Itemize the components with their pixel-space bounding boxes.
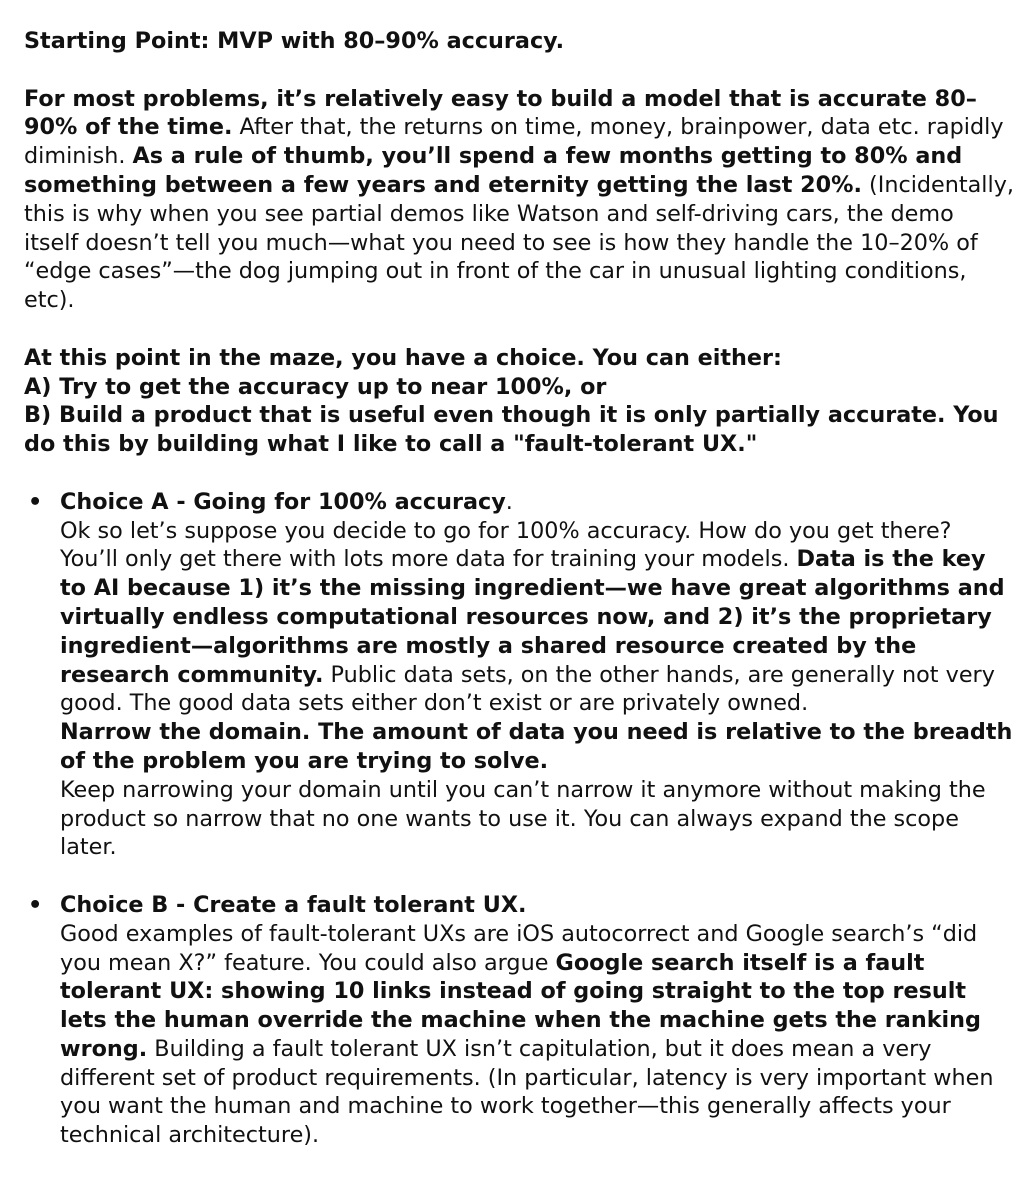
choice-a-narrow-heading: Narrow the domain. The amount of data you need is relative to the breadth of the problem you are trying to solve. bbox=[60, 719, 1013, 774]
spacer bbox=[24, 315, 1014, 344]
choice-intro-option-b: B) Build a product that is useful even though it is only partially accurate. You do this by building what I like to call a "fault-tolerant UX." bbox=[24, 402, 999, 458]
choice-b-title: Choice B - Create a fault tolerant UX. bbox=[60, 891, 527, 918]
text-run: After that, the returns on time, money, brainpower, data etc. rapidly diminish. bbox=[24, 114, 1004, 170]
text-run: Good examples of fault-tolerant UXs are iOS autocorrect and Google search’s “did you mean X?” feature. You could also argue bbox=[60, 920, 978, 976]
choice-b-item bbox=[24, 891, 1014, 1150]
intro-paragraph bbox=[24, 85, 1014, 315]
bold-text-run: For most problems, it’s relatively easy to build a model that is accurate 80–90% of the time. bbox=[24, 85, 977, 141]
choice-intro-line: At this point in the maze, you have a choice. You can either: bbox=[24, 344, 782, 371]
choice-a-item bbox=[24, 488, 1014, 862]
choice-b-body bbox=[60, 920, 1014, 1150]
bullet-icon: • bbox=[28, 488, 43, 515]
bold-text-run: As a rule of thumb, you’ll spend a few months getting to 80% and something between a few years and eternity getting the last 20%. bbox=[24, 143, 963, 198]
choice-a-body bbox=[60, 517, 1014, 719]
text-run: Public data sets, on the other hands, are generally not very good. The good data sets either don’t exist or are privately owned. bbox=[60, 661, 995, 717]
choice-a-narrow-body: Keep narrowing your domain until you can’t narrow it anymore without making the product so narrow that no one wants to use it. You can always expand the scope later. bbox=[60, 776, 986, 861]
text-run: (Incidentally, this is why when you see partial demos like Watson and self-driving cars, the demo itself doesn’t tell you much—what you need to see is how they handle the 10–20% of “edge cases”—the dog jumping out in front of the car in unusual lighting conditions, etc). bbox=[24, 171, 1014, 314]
bold-text-run: Google search itself is a fault tolerant UX: showing 10 links instead of going straight to the top result lets the human override the machine when the machine gets the ranking wrong. bbox=[60, 949, 982, 1062]
text-run: Building a fault tolerant UX isn’t capitulation, but it does mean a very different set of product requirements. (In particular, latency is very important when you want the human and machine to work together—this generally affects your technical architecture). bbox=[60, 1035, 994, 1149]
section-heading: Starting Point: MVP with 80–90% accuracy. bbox=[24, 28, 565, 54]
text-run: Ok so let’s suppose you decide to go for 100% accuracy. How do you get there? You’ll only get there with lots more data for training your models. bbox=[60, 517, 952, 573]
bold-text-run: Data is the key to AI because 1) it’s the missing ingredient—we have great algorithms and virtually endless computational resources now, and 2) it’s the proprietary ingredient—algorithms are mostly a shared resource created by the research community. bbox=[60, 546, 1005, 688]
spacer bbox=[24, 862, 1014, 891]
spacer bbox=[24, 459, 1014, 488]
spacer bbox=[24, 56, 1014, 85]
choice-a-title: Choice A - Going for 100% accuracy. bbox=[60, 488, 513, 515]
bullet-icon: • bbox=[28, 891, 43, 918]
document bbox=[24, 27, 1014, 1150]
choice-intro-option-a: A) Try to get the accuracy up to near 100%, or bbox=[24, 373, 607, 400]
